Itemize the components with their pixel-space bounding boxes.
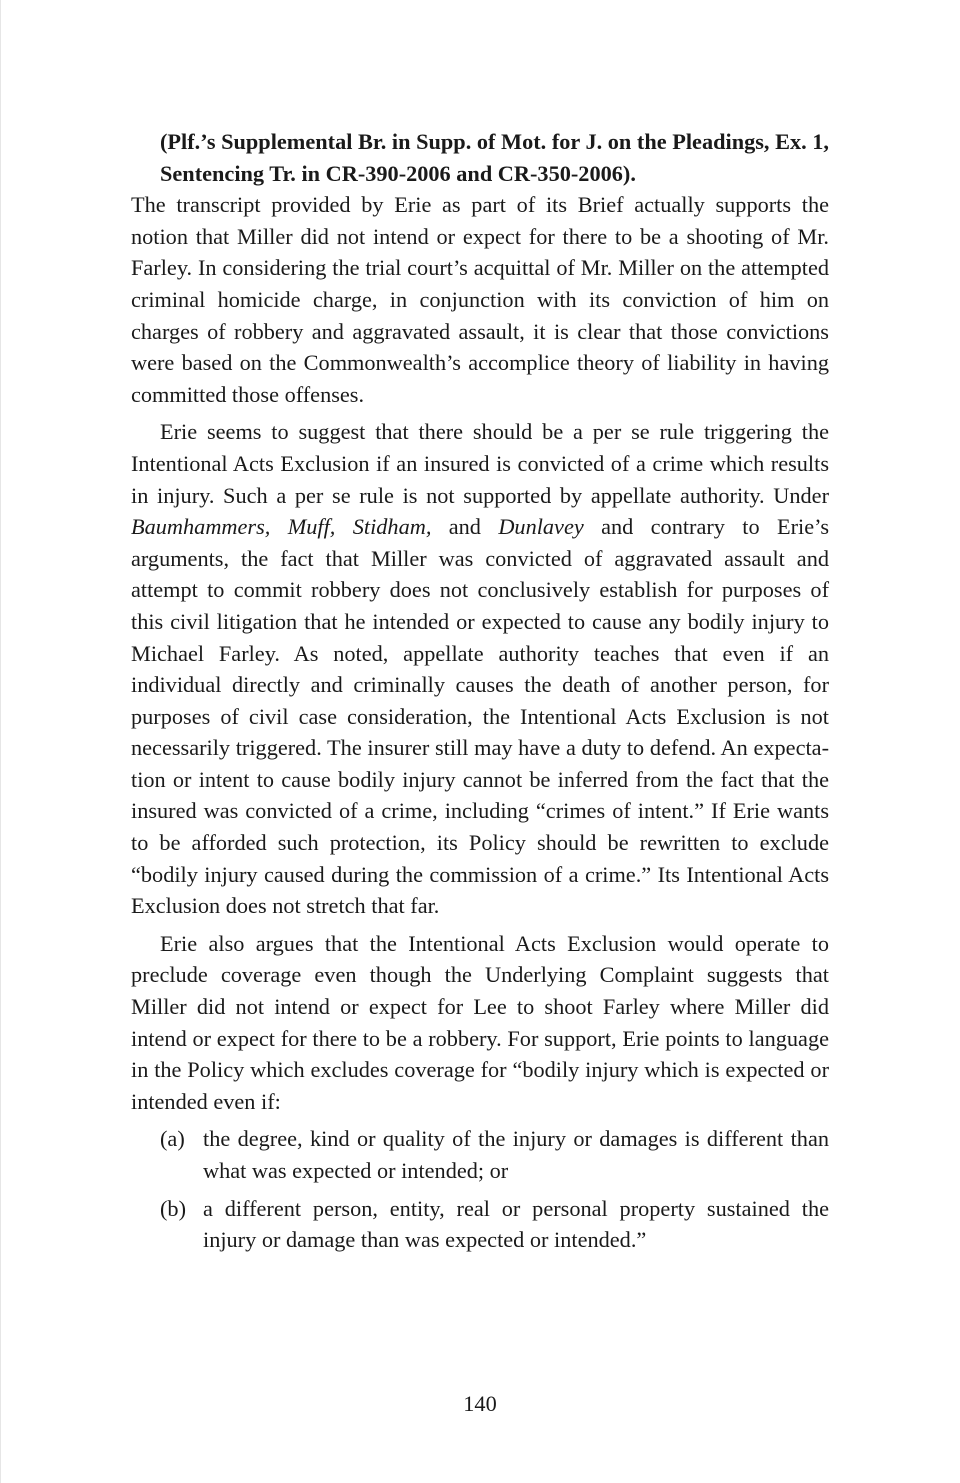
paragraph-2	[131, 416, 829, 922]
paragraph-1: The transcript provided by Erie as part of its Brief actually supports the notion that Miller did not intend or expect for there to be a shooting of Mr. Farley. In considering the trial court’s acquittal of Mr. Miller on the attempted criminal homicide charge, in conjunction with its conviction of him on charges of robbery and aggravated assault, it is clear that those convictions were based on the Commonwealth’s accomplice theory of liability in having committed those offenses.	[131, 192, 829, 407]
exclusion-list	[131, 1123, 829, 1255]
paragraph-2-text-end: and contrary to Erie’s arguments, the fact that Miller was convicted of aggravated assault and attempt to commit robbery does not conclusively establish for purposes of this civil litigation that he intended or expected to cause any bodily injury to Michael Farley. As noted, appellate authority teaches that even if an individual directly and criminally causes the death of another person, for purposes of civil case consideration, the Intentional Acts Exclusion is not necessarily triggered. The insurer still may have a duty to defend. An expectation or intent to cause bodily injury cannot be inferred from the fact that the insured was convicted of a crime, including “crimes of intent.” If Erie wants to be afforded such protection, its Policy should be rewritten to exclude “bodily injury caused during the commission of a crime.” Its Intentional Acts Exclusion does not stretch that far.	[131, 514, 829, 919]
case-connector: and	[431, 514, 499, 540]
list-item	[131, 1123, 829, 1186]
citation: (Plf.’s Supplemental Br. in Supp. of Mot. for J. on the Pleadings, Ex. 1, Sentencing Tr. in CR-390-2006 and CR-350-2006).	[160, 129, 829, 186]
paragraph-3: Erie also argues that the Intentional Acts Exclusion would operate to preclude coverage even though the Underlying Complaint suggests that Miller did not intend or expect for Lee to shoot Farley where Miller did intend or expect for there to be a robbery. For support, Erie points to language in the Policy which excludes coverage for “bodily injury which is expected or intended even if:	[131, 930, 829, 1114]
document-body	[131, 126, 829, 1262]
case-name-last: Dunlavey	[498, 514, 584, 540]
list-text: the degree, kind or quality of the injury or damages is different than what was expected or intended; or	[203, 1126, 829, 1183]
paragraph-2-text-start: Erie seems to suggest that there should be a per se rule triggering the Intentional Acts Exclusion if an insured is convicted of a crime which results in injury. Such a per se rule is not supported by appellate authority. Under	[131, 419, 829, 508]
list-marker: (b)	[160, 1195, 186, 1221]
list-marker: (a)	[160, 1126, 185, 1152]
list-item	[131, 1193, 829, 1256]
page-number: 140	[463, 1391, 497, 1416]
case-names: Baumhammers, Muff, Stidham,	[131, 514, 432, 540]
page-edge	[0, 0, 1, 1483]
list-text: a different person, entity, real or personal property sustained the injury or damage than was expected or intended.”	[203, 1195, 829, 1253]
